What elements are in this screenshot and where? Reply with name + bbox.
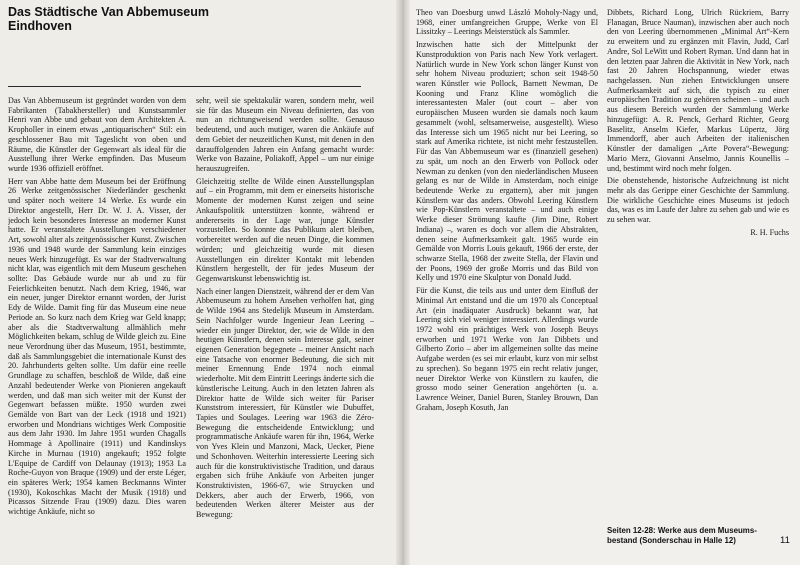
text-column-2 [196, 96, 374, 561]
paragraph: Für die Kunst, die teils aus und unter dem Einfluß der Minimal Art entstand und die um 1970 als Conceptual Art (ein inadäquater Ausdruck) bekannt war, hat Leering sich viel weniger interessiert. Allerdings wurde 1972 wohl ein prächtiges Werk von Joseph Beuys erworben und 1971 Werke von Jan Dibbets und Gilberto Zorio – aber im allgemeinen sollte das meine Aufgabe werden (es sei mir erlaubt, kurz von mir selbst zu sprechen). So begann 1975 ein recht relativ junger, neuer Direktor Werke von Künstlern zu kaufen, die grosso modo seiner Generation angehörten (u. a. Lawrence Weiner, Daniel Buren, Stanley Brouwn, Dan Graham, Joseph Kosuth, Jan [416, 286, 598, 412]
text-column-4 [607, 8, 789, 428]
text-column-1 [8, 96, 186, 561]
paragraph: Dibbets, Richard Long, Ulrich Rückriem, Barry Flanagan, Bruce Nauman), inzwischen aber auch noch den von Leering übernommenen „Minimal Art“-Kern zu erweitern und zu ergänzen mit Flavin, Judd, Carl Andre, Sol LeWitt und Robert Ryman. Und dann hat in den letzten paar Jahren die Aktivität in New York, nach fast 20 Jahren Hochspannung, wieder etwas nachgelassen. Nun ziehen Entwicklungen unsere Aufmerksamkeit auf sich, die typisch zu einer europäischen Tradition zu gehören scheinen – und auch aus diesem Bereich wurden der Sammlung Werke hinzugefügt: A. R. Penck, Gerhard Richter, Georg Baselitz, Anselm Kiefer, Markus Lüpertz, Jörg Immendorff, aber auch Arbeiten der italienischen Künstler der damaligen „Arte Povera“-Bewegung: Mario Merz, Giovanni Anselmo, Jannis Kounellis – und, bestimmt wird noch mehr folgen. [607, 8, 789, 173]
paragraph: Das Van Abbemuseum ist gegründet worden von dem Fabrikanten (Tabakhersteller) und Kunstsammler Henri van Abbe und gebaut von dem Architekten A. Kropholler in einem etwas „antiquarischen“ Stil: ein geschlossener Bau mit Tageslicht von oben und Räume, die Künstler der Gegenwart als ideal für die Ausstellung ihrer Werke empfinden. Das Museum wurde 1936 offiziell eröffnet. [8, 96, 186, 174]
book-gutter [396, 0, 410, 565]
title-rule [8, 86, 361, 87]
paragraph: Gleichzeitig stellte de Wilde einen Ausstellungsplan auf – ein Programm, mit dem er einerseits historische Momente der modernen Kunst zeigen und seine Ankaufspolitik unterstützen konnte, während er andererseits in der Lage war, junge Künstler vorzustellen. So konnte das Publikum alert bleiben, vorbereitet werden auf die neuen Dinge, die kommen würden; und gleichzeitig wurde mit diesen Ausstellungen ein direkter Kontakt mit lebenden Künstlern hergestellt, der für jedes Museum der Gegenwartskunst lebenswichtig ist. [196, 176, 374, 283]
paragraph: sehr, weil sie spektakulär waren, sondern mehr, weil sie für das Museum ein Niveau definierten, das von nun an richtungweisend werden sollte. Genauso bedeutend, und auch mutiger, waren die Ankäufe auf dem Gebiet der neuzeitlichen Kunst, mit denen in den darauffolgenden Jahren ein Anfang gemacht wurde: Werke von Bazaine, Poliakoff, Appel – um nur einige herauszugreifen. [196, 96, 374, 174]
paragraph: Theo van Doesburg unwd László Moholy-Nagy und, 1968, einer umfangreichen Gruppe, Werke von El Lissitzky – Leerings Meisterstück als Sammler. [416, 8, 598, 37]
author-signature: R. H. Fuchs [750, 227, 789, 237]
title-line-1: Das Städtische Van Abbemuseum [8, 5, 209, 19]
text-column-3 [416, 8, 598, 560]
paragraph: Die obenstehende, historische Aufzeichnung ist nicht mehr als das Gerippe einer Geschichte der Sammlung. Die wirkliche Geschichte eines Museums ist jedoch das, was es im Laufe der Jahre zu sehen gab und wie es zu sehen war. [607, 176, 789, 225]
article-title [8, 5, 209, 33]
paragraph: Nach einer langen Dienstzeit, während der er dem Van Abbemuseum zu hohem Ansehen verholfen hat, ging de Wilde 1964 ans Stedelijk Museum in Amsterdam. Sein Nachfolger wurde Ingenieur Jean Leering – wieder ein junger Direktor, der, wie de Wilde in den heutigen Künstlern, denen sein Interesse galt, seiner eigenen Generation begegnete – meiner Ansicht nach eine Tatsache von enormer Bedeutung, die sich mit meiner Ernennung Ende 1974 noch einmal wiederholte. Mit dem Eintritt Leerings änderte sich die künstlerische Leitung. Auch in den letzten Jahren als Direktor hatte de Wilde sich weiter für Pariser Kunststrom interessiert, für Künstler wie Dubuffet, Tapies und Soulages. Leering war 1963 die Zéro-Bewegung die entscheidende Entwicklung; und programmatische Ankäufe waren für ihn, 1964, Werke von Yves Klein und Manzoni, Mack, Uecker, Piene und Schonhoven. Weiterhin interessierte Leering sich auch für die konstruktivistische Tradition, und daraus ergaben sich frühe Ankäufe von Arbeiten junger Konstruktivisten, 1966-67, wie Struycken und Dekkers, aber auch der Erwerb, 1966, von bedeutenden Werken älterer Meister aus der Bewegung: [196, 286, 374, 520]
page-number: 11 [780, 535, 790, 546]
title-line-2: Eindhoven [8, 19, 72, 33]
figure-caption [607, 526, 775, 545]
paragraph: Herr van Abbe hatte dem Museum bei der Eröffnung 26 Werke zeitgenössischer Niederländer geschenkt und später noch weitere 14 Werke. Es wurde ein Direktor angestellt, Herr Dr. W. J. A. Visser, der jedoch kein besonderes Interesse an moderner Kunst hatte. Er veranstaltete Ausstellungen verschiedener Art, sowohl alter als zeitgenössischer Kunst. Zwischen 1936 und 1948 wurde der Sammlung kein einziges neues Werk hinzugefügt. Es war der Stadtverwaltung nicht klar, was eigentlich mit dem Museum geschehen sollte: Das Gebäude wurde nur ab und zu für Feierlichkeiten benutzt. Nach dem Krieg, 1946, war ein neuer, junger Direktor ernannt worden, der Jurist Edy de Wilde. Damit fing für das Museum eine neue Periode an. So kurz nach dem Krieg war Geld knapp; aber als die Stadtverwaltung allmählich mehr Möglichkeiten bekam, schlug de Wilde gleich zu. Eine neue Verordnung über das Museum, 1951, bestimmte, daß als Sammlungsgebiet die internationale Kunst des 20. Jahrhunderts gelten sollte. Um dafür eine reelle Grundlage zu schaffen, beschloß de Wilde, daß eine Anzahl bedeutender Werke von Pionieren angekauft werden, und daß man sich weiter mit der Kunst der Gegenwart befassen müßte. 1950 wurden zwei Gemälde von Bart van der Leck (1918 und 1921) erworben und Mondrians wichtiges Werk Compositie aus dem Jahr 1930. Im Jahre 1951 wurden Chagalls Hommage à Apollinaire (1911) und Kandinskys Kirche in Murnau (1910) angekauft; 1952 folgte L'Equipe de Cardiff von Delaunay (1913); 1953 La Roche-Guyon von Braque (1909) und der erste Léger, ein späteres Werk; 1954 kamen Beckmanns Winter (1930), Kokoschkas Macht der Musik (1918) und Picassos Sitzende Frau (1909) dazu. Dies waren wichtige Ankäufe, nicht so [8, 176, 186, 517]
paragraph: Inzwischen hatte sich der Mittelpunkt der Kunstproduktion von Paris nach New York verlagert. Natürlich wurde in New York schon länger Kunst von sehr hohem Niveau produziert; schon seit 1948-50 waren Künstler wie Pollock, Barnett Newman, De Kooning und Franz Kline womöglich die interessantesten Maler (out court – aber von europäischen Museen wurden sie damals noch kaum gesammelt (wohl, seltsamerweise, ausgestellt). Wieso das Interesse sich um 1965 nicht nur bei Leering, so stark auf Amerika richtete, ist nicht mehr festzustellen. Für das Van Abbemuseum war es (finanziell gesehen) zu spät, um noch an den Erwerb von Pollock oder Newman zu denken (von den niederländischen Museen gelang es nur de Wilde in Amsterdam, noch einige bedeutende Werke zu ergattern), aber mit jungen Künstlern war das anders. Obwohl Leering Künstlern wie Pop-Künstlern veranstaltete – und auch einige Werke dieser Strömung kaufte (Jim Dine, Robert Indiana) –, waren es doch vor allem die Abstrakten, denen seine Aufmerksamkeit galt. 1965 wurde ein Gemälde von Morris Louis gekauft, 1966 der erste, der schwarze Stella, 1968 der zweite Stella, der Flavin und der Poons, 1969 der große Morris und das Bild von Kelly und 1970 eine Skulptur von Donald Judd. [416, 40, 598, 283]
caption-line-1: Seiten 12-28: Werke aus dem Museums- [607, 526, 757, 535]
caption-line-2: bestand (Sonderschau in Halle 12) [607, 535, 736, 545]
